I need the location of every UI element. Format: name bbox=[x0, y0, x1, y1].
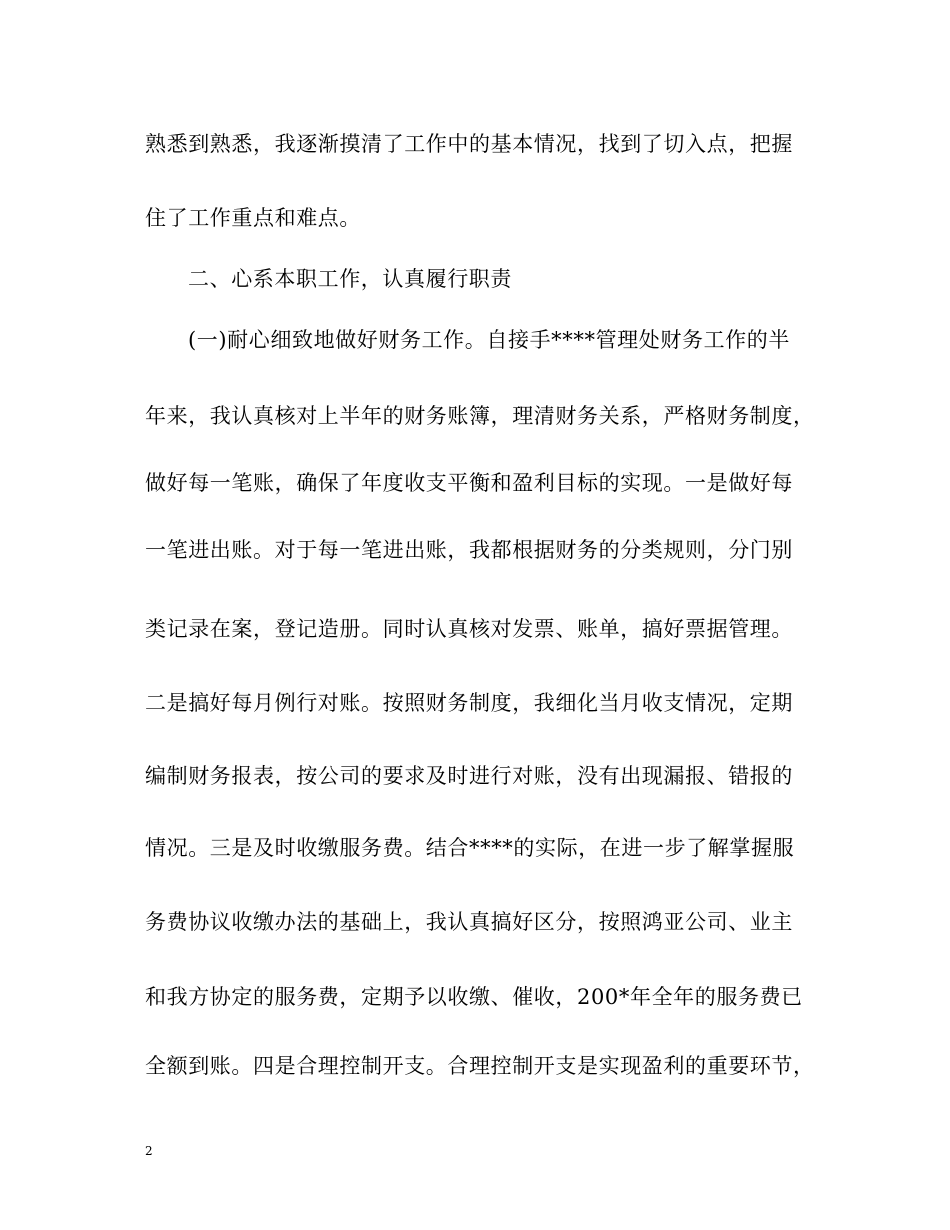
body-text-line: 二是搞好每月例行对账。按照财务制度，我细化当月收支情况，定期 bbox=[145, 691, 793, 715]
body-text-line: 和我方协定的服务费，定期予以收缴、催收，200*年全年的服务费已 bbox=[145, 985, 803, 1009]
body-text-line: 年来，我认真核对上半年的财务账簿，理清财务关系，严格财务制度， bbox=[145, 404, 815, 428]
paragraph-first-line: (一)耐心细致地做好财务工作。自接手****管理处财务工作的半 bbox=[188, 328, 790, 352]
body-text-line: 编制财务报表，按公司的要求及时进行对账，没有出现漏报、错报的 bbox=[145, 764, 793, 788]
section-heading: 二、心系本职工作，认真履行职责 bbox=[188, 267, 512, 291]
body-text-line: 务费协议收缴办法的基础上，我认真搞好区分，按照鸿亚公司、业主 bbox=[145, 910, 793, 934]
body-text-line: 一笔进出账。对于每一笔进出账，我都根据财务的分类规则，分门别 bbox=[145, 538, 793, 562]
body-text-line: 全额到账。四是合理控制开支。合理控制开支是实现盈利的重要环节， bbox=[145, 1054, 815, 1078]
body-text-line: 类记录在案，登记造册。同时认真核对发票、账单，搞好票据管理。 bbox=[145, 617, 793, 641]
body-text-line: 做好每一笔账，确保了年度收支平衡和盈利目标的实现。一是做好每 bbox=[145, 471, 793, 495]
body-text-line: 熟悉到熟悉，我逐渐摸清了工作中的基本情况，找到了切入点，把握 bbox=[145, 132, 793, 156]
page-number: 2 bbox=[145, 1144, 153, 1158]
body-text-line: 情况。三是及时收缴服务费。结合****的实际，在进一步了解掌握服 bbox=[145, 836, 795, 860]
body-text-line: 住了工作重点和难点。 bbox=[145, 206, 361, 230]
